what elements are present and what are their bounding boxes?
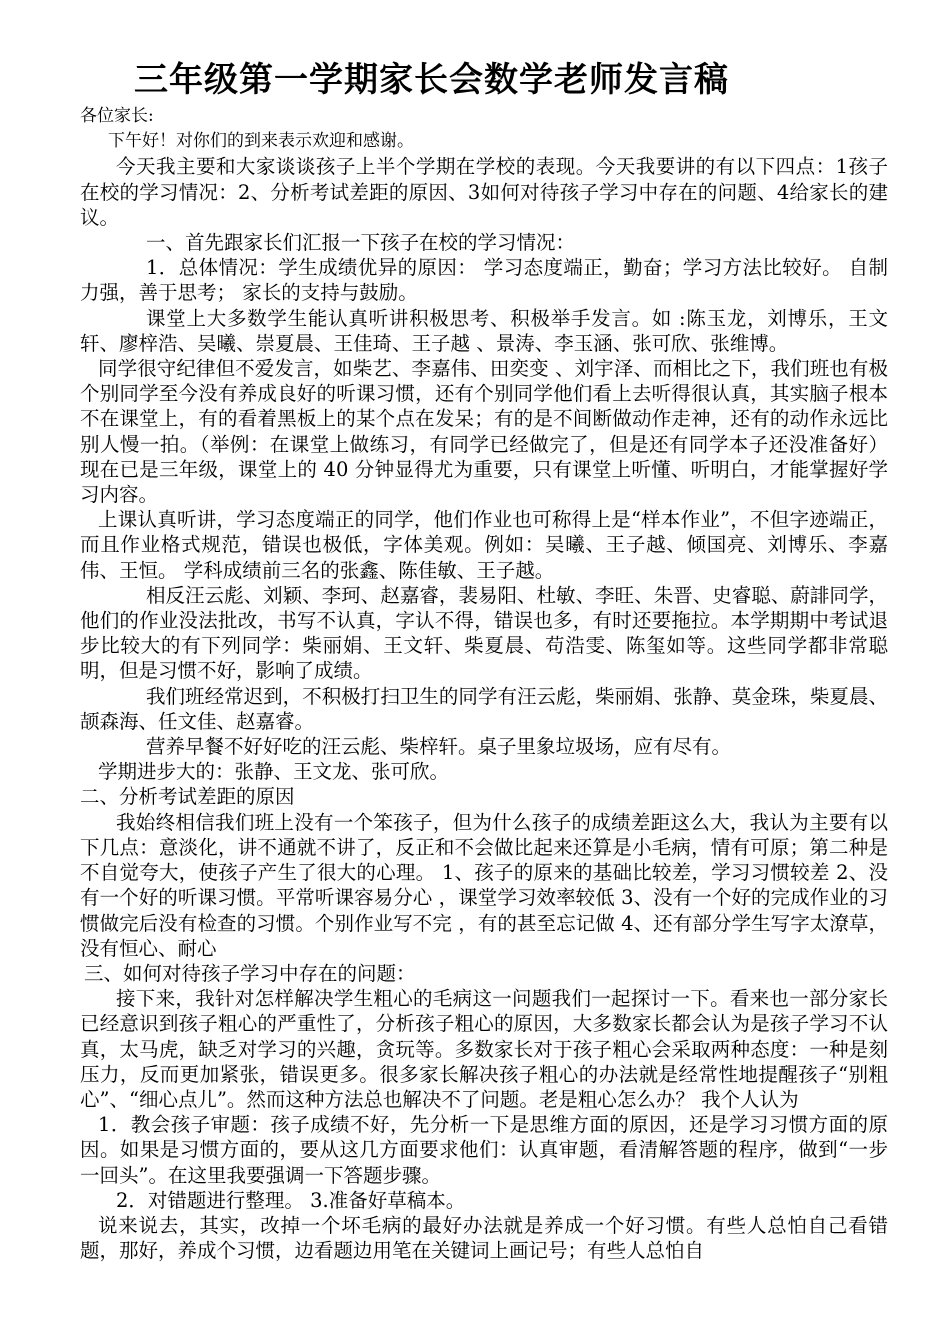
homework-paragraph: 上课认真听讲，学习态度端正的同学，他们作业也可称得上是“样本作业”，不但字迹端正，而且作业格式规范，错误也极低，字体美观。例如：吴曦、王子越、倾国亮、刘博乐、李嘉伟、王恒。 学科成绩前三名的张鑫、陈佳敏、王子越。 — [80, 508, 888, 582]
salutation: 各位家长: — [80, 106, 154, 126]
document-body — [80, 104, 888, 1263]
discipline-paragraph: 同学很守纪律但不爱发言，如柴艺、李嘉伟、田奕变 、刘宇泽、而相比之下，我们班也有极个别同学至今没有养成良好的听课习惯，还有个别同学他们看上去听得很认真，其实脑子根本不在课堂上，有的看着黑板上的某个点在发呆；有的是不间断做动作走神，还有的动作永远比别人慢一拍。（举例：在课堂上做练习，有同学已经做完了，但是还有同学本子还没准备好）现在已是三年级，课堂上的 40 分钟显得尤为重要，只有课堂上听懂、听明白，才能掌握好学习内容。 — [80, 357, 888, 507]
intro-paragraph: 今天我主要和大家谈谈孩子上半个学期在学校的表现。今天我要讲的有以下四点：1孩子在校的学习情况：2、分析考试差距的原因、3如何对待孩子学习中存在的问题、4给家长的建议。 — [80, 155, 888, 229]
classroom-paragraph: 课堂上大多数学生能认真听讲积极思考、积极举手发言。如 :陈玉龙，刘博乐，王文轩、廖梓浩、吴曦、崇夏晨、王佳琦、王子越 、景涛、李玉涵、张可欣、张维博。 — [80, 306, 888, 355]
carelessness-paragraph: 接下来，我针对怎样解决学生粗心的毛病这一问题我们一起探讨一下。看来也一部分家长已经意识到孩子粗心的严重性了，分析孩子粗心的原因，大多数家长都会认为是孩子学习不认真，太马虎，缺乏对学习的兴趣，贪玩等。多数家长对于孩子粗心会采取两种态度：一种是刻压力，反而更加紧张，错误更多。很多家长解决孩子粗心的办法就是经常性地提醒孩子“别粗心”、“细心点儿”。然而这种方法总也解决不了问题。老是粗心怎么办？ 我个人认为 — [80, 987, 888, 1111]
section-heading-1: 一、首先跟家长们汇报一下孩子在校的学习情况： — [146, 231, 576, 255]
contrast-paragraph: 相反汪云彪、刘颖、李珂、赵嘉睿，裴易阳、杜敏、李旺、朱晋、史睿聪、蔚誹同学，他们的作业没法批改，书写不认真，字认不得，错误也多，有时还要拖拉。本学期期中考试退步比较大的有下列同学：柴丽娟、王文轩、柴夏晨、苟浩雯、陈玺如等。这些同学都非常聪明，但是习惯不好，影响了成绩。 — [80, 583, 888, 683]
section-heading-2: 二、分析考试差距的原因 — [80, 785, 295, 809]
gap-analysis-paragraph: 我始终相信我们班上没有一个笨孩子，但为什么孩子的成绩差距这么大，我认为主要有以下几点：意淡化，讲不通就不讲了，反正和不会做比起来还算是小毛病，情有可原；第二种是不自觉夸大，使孩子产生了很大的心理。 1、孩子的原来的基础比较差，学习习惯较差 2、没有一个好的听课习惯。平常听课容易分心 ，课堂学习效率较低 3、没有一个好的完成作业的习惯做完后没有检查的习惯。个别作业写不完 ，有的甚至忘记做 4、还有部分学生写字太潦草，没有恒心、耐心 — [80, 810, 888, 960]
progress-paragraph: 学期进步大的：张静、王文龙、张可欣。 — [98, 760, 450, 784]
lateness-paragraph: 我们班经常迟到，不积极打扫卫生的同学有汪云彪，柴丽娟、张静、莫金珠，柴夏晨、颉森海、任文佳、赵嘉睿。 — [80, 684, 888, 733]
habit-paragraph: 说来说去，其实，改掉一个坏毛病的最好办法就是养成一个好习惯。有些人总怕自己看错题，那好，养成个习惯，边看题边用笔在关键词上画记号；有些人总怕自 — [80, 1213, 888, 1263]
breakfast-paragraph: 营养早餐不好好吃的汪云彪、柴梓轩。桌子里象垃圾场，应有尽有。 — [146, 735, 732, 759]
overall-situation-paragraph: 1．总体情况：学生成绩优异的原因： 学习态度端正，勤奋；学习方法比较好。 自制力强，善于思考； 家长的支持与鼓励。 — [80, 256, 888, 305]
review-question-paragraph: 1．教会孩子审题：孩子成绩不好，先分析一下是思维方面的原因，还是学习习惯方面的原因。如果是习惯方面的，要从这几方面要求他们：认真审题，看清解答题的程序，做到“一步一回头”。在这里我要强调一下答题步骤。 — [80, 1113, 888, 1187]
document-title: 三年级第一学期家长会数学老师发言稿 — [134, 60, 729, 100]
section-heading-3: 三、如何对待孩子学习中存在的问题： — [84, 961, 416, 985]
greeting-paragraph: 下午好！对你们的到来表示欢迎和感谢。 — [108, 131, 414, 152]
error-notebook-paragraph: 2．对错题进行整理。 3.准备好草稿本。 — [116, 1188, 466, 1212]
